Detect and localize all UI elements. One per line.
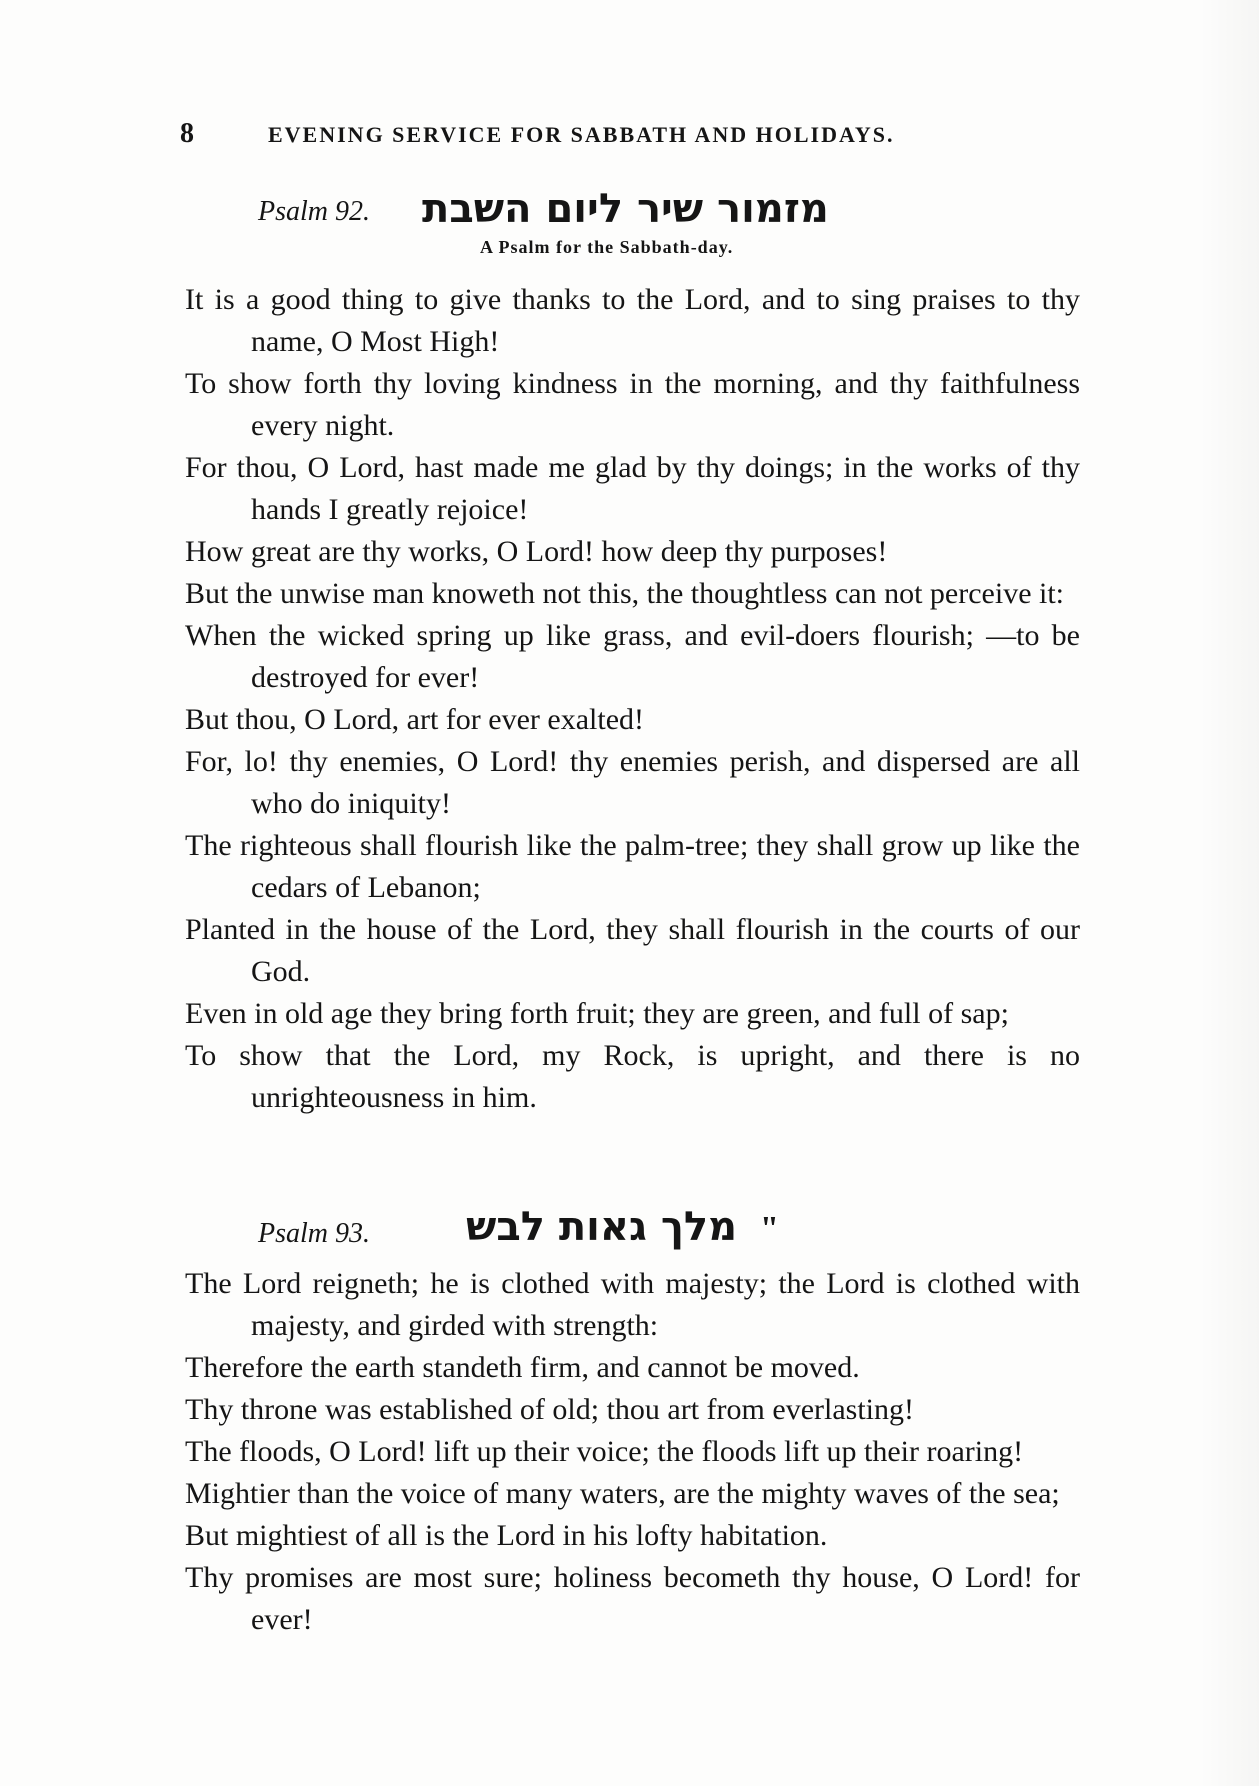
verse: The floods, O Lord! lift up their voice; the floods lift up their roaring! <box>185 1435 1024 1468</box>
verse: To show forth thy loving kindness in the morning, and thy faithfulness every night. <box>185 367 1080 442</box>
verse: Thy throne was established of old; thou art from everlasting! <box>185 1393 914 1426</box>
page-number: 8 <box>180 118 194 149</box>
verse: For, lo! thy enemies, O Lord! thy enemies perish, and dispersed are all who do iniquity! <box>185 745 1080 820</box>
verse: The righteous shall flourish like the palm-tree; they shall grow up like the cedars of Lebanon; <box>185 829 1080 904</box>
psalm-92-label: Psalm 92. <box>258 196 370 227</box>
verse: The Lord reigneth; he is clothed with majesty; the Lord is clothed with majesty, and girded with strength: <box>185 1267 1080 1342</box>
psalm-93-hebrew-title: מלך גאות לבש <box>466 1204 738 1250</box>
verse: To show that the Lord, my Rock, is upright, and there is no unrighteousness in him. <box>185 1039 1080 1114</box>
verse: Thy promises are most sure; holiness becometh thy house, O Lord! for ever! <box>185 1561 1080 1636</box>
running-title: EVENING SERVICE FOR SABBATH AND HOLIDAYS. <box>268 122 895 147</box>
verse: But the unwise man knoweth not this, the thoughtless can not perceive it: <box>185 577 1065 610</box>
verse: When the wicked spring up like grass, and evil-doers flourish; —to be destroyed for ever! <box>185 619 1080 694</box>
verse: It is a good thing to give thanks to the Lord, and to sing praises to thy name, O Most High! <box>185 283 1080 358</box>
running-head <box>180 118 980 158</box>
psalm-92-hebrew-title: מזמור שיר ליום השבת <box>422 186 829 232</box>
verse: But thou, O Lord, art for ever exalted! <box>185 703 645 736</box>
verse: Planted in the house of the Lord, they shall flourish in the courts of our God. <box>185 913 1080 988</box>
psalm-92-verses <box>185 279 1080 1119</box>
verse: How great are thy works, O Lord! how deep thy purposes! <box>185 535 888 568</box>
verse: But mightiest of all is the Lord in his lofty habitation. <box>185 1519 828 1552</box>
ditto-mark: " <box>760 1210 779 1247</box>
psalm-92-subtitle: A Psalm for the Sabbath-day. <box>480 237 734 257</box>
page-edge-shade <box>1199 0 1259 1786</box>
verse: Therefore the earth standeth firm, and cannot be moved. <box>185 1351 860 1384</box>
verse: Mightier than the voice of many waters, are the mighty waves of the sea; <box>185 1477 1060 1510</box>
psalm-93-label: Psalm 93. <box>258 1218 370 1249</box>
verse: Even in old age they bring forth fruit; they are green, and full of sap; <box>185 997 1009 1030</box>
verse: For thou, O Lord, hast made me glad by thy doings; in the works of thy hands I greatly rejoice! <box>185 451 1080 526</box>
psalm-93-verses <box>185 1263 1080 1641</box>
